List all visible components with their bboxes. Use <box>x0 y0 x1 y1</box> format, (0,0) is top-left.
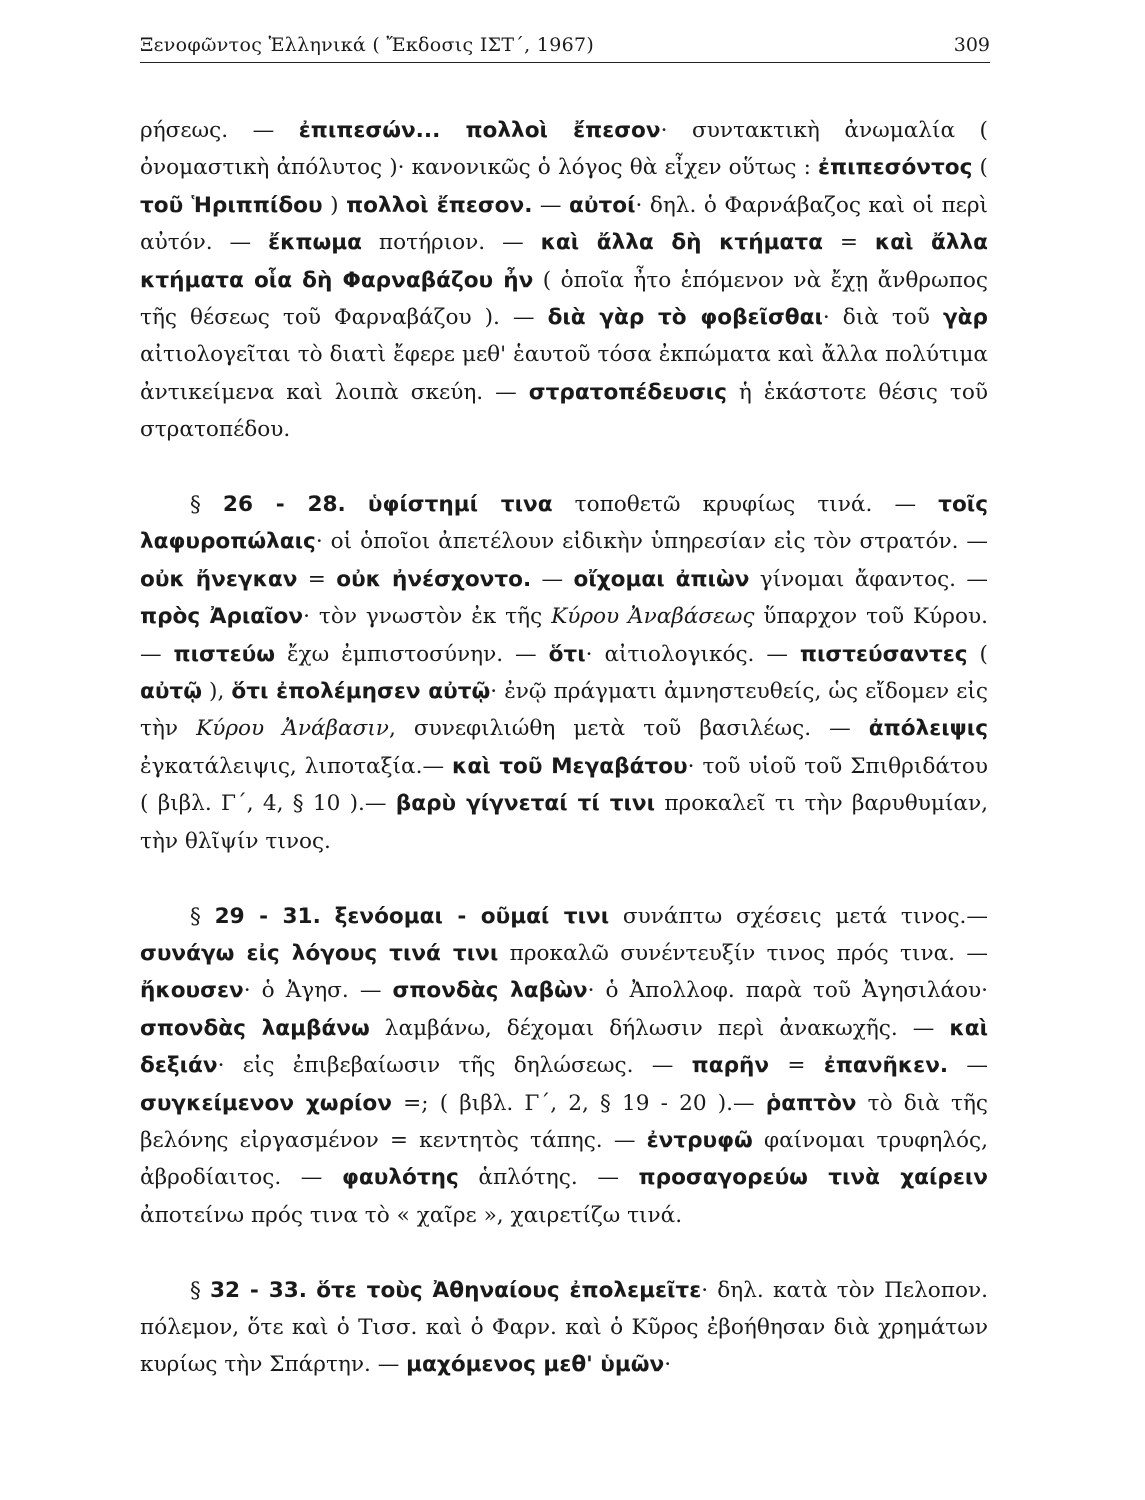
gloss-text: ἁπλότης. — <box>458 1165 639 1191</box>
lemma-term: ἐντρυφῶ <box>646 1127 753 1153</box>
lemma-term: συνάγω εἰς λόγους τινά τινι <box>140 940 499 966</box>
lemma-term: διὰ γὰρ τὸ φοβεῖσθαι <box>547 305 823 331</box>
gloss-text: · ἐνῷ πράγματι ἀμνηστευθείς, ὡς εἴδομεν εἰς τὴν <box>140 679 988 742</box>
gloss-text: = <box>297 566 337 592</box>
gloss-text: · ὁ Ἀγησ. — <box>243 978 393 1004</box>
lemma-term: ἐπιπεσόντος <box>818 155 973 181</box>
gloss-text <box>307 1278 316 1303</box>
lemma-term: ὅτι <box>548 641 586 667</box>
gloss-text: αἰτιολογεῖται τὸ διατὶ ἔφερε μεθ' ἑαυτοῦ τόσα ἐκπώματα καὶ ἄλλα πολύτιμα ἀντικείμενα καὶ λοιπὰ σκεύη. — <box>140 342 988 405</box>
gloss-text: · τοῦ υἱοῦ τοῦ Σπιθριδάτου ( βιβλ. Γ΄, 4, § 10 ).— <box>140 753 988 817</box>
lemma-term: πολλοὶ ἔπεσον. <box>346 192 533 218</box>
running-header <box>140 32 990 63</box>
running-head-title: Ξενοφῶντος Ἑλληνικά ( Ἔκδοσις ΙΣΤ΄, 1967) <box>140 34 595 56</box>
gloss-text: · <box>664 1352 672 1378</box>
lemma-term: οἴχομαι ἀπιὼν <box>573 566 750 592</box>
gloss-text: φαίνομαι τρυφηλός, ἀβροδίαιτος. — <box>140 1127 988 1191</box>
lemma-term: καὶ τοῦ Μεγαβάτου <box>452 753 688 779</box>
gloss-text: = <box>769 1053 824 1079</box>
gloss-text: · διὰ τοῦ <box>822 305 943 331</box>
lemma-term: καὶ ἄλλα κτήματα οἷα δὴ Φαρναβάζου ἦν <box>140 230 989 293</box>
gloss-text: ( ὁποῖα ἦτο ἑπόμενον νὰ ἔχῃ ἄνθρωπος τῆς θέσεως τοῦ Φαρναβάζου ). — <box>140 267 988 331</box>
lemma-term: σπονδὰς λαμβάνω <box>140 1015 370 1041</box>
gloss-text <box>321 904 335 929</box>
lemma-term: πιστεύσαντες <box>799 641 968 667</box>
lemma-term: ἐπιπεσών... πολλοὶ ἔπεσον <box>298 118 661 143</box>
gloss-text: — <box>948 1053 988 1079</box>
lemma-term: ῥαπτὸν <box>765 1090 857 1116</box>
lemma-term: ὅτι ἐπολέμησεν αὐτῷ <box>231 679 491 705</box>
gloss-text: § <box>190 1277 210 1303</box>
lemma-term: 26 - 28. <box>222 492 346 518</box>
lemma-term: καὶ δεξιάν <box>140 1015 988 1079</box>
gloss-text: § <box>190 492 223 518</box>
lemma-term: καὶ ἄλλα δὴ κτήματα <box>540 230 823 256</box>
gloss-text: — <box>532 192 570 218</box>
gloss-text: · συντακτικὴ ἀνωμαλία ( ὀνομαστικὴ ἀπόλυτος )· κανονικῶς ὁ λόγος θὰ εἶχεν οὕτως : <box>140 118 988 181</box>
gloss-text: λαμβάνω, δέχομαι δήλωσιν περὶ ἀνακωχῆς. — <box>369 1015 950 1041</box>
page-number: 309 <box>953 34 990 56</box>
gloss-text: · αἰτιολογικός. — <box>585 641 800 667</box>
gloss-text <box>346 492 368 517</box>
lemma-term: ἐπανῆκεν. <box>823 1053 949 1079</box>
gloss-text: ἔχω ἐμπιστοσύνην. — <box>275 641 549 667</box>
paragraph <box>140 112 988 449</box>
paragraph <box>140 486 988 860</box>
lemma-term: βαρὺ γίγνεταί τί τινι <box>395 791 656 817</box>
gloss-text: ὕπαρχον τοῦ Κύρου. — <box>140 604 988 667</box>
gloss-text: τοποθετῶ κρυφίως τινά. — <box>552 492 939 518</box>
gloss-text: § <box>190 903 215 929</box>
lemma-term: παρῆν <box>691 1053 770 1079</box>
lemma-term: αὐτοί <box>569 192 636 218</box>
lemma-term: ὑφίστημί τινα <box>367 492 553 518</box>
paragraph <box>140 1272 988 1384</box>
lemma-term: ξενόομαι - οῦμαί τινι <box>334 903 610 929</box>
lemma-term: φαυλότης <box>342 1165 459 1191</box>
gloss-text: συνάπτω σχέσεις μετά τινος.— <box>609 903 989 929</box>
gloss-text: ἀποτείνω πρός τινα τὸ « χαῖρε », χαιρετίζω τινά. <box>140 1202 683 1228</box>
gloss-text: ), <box>201 679 232 705</box>
gloss-text: τὸ διὰ τῆς βελόνης εἰργασμένον = κεντητὸς τάπης. — <box>140 1090 988 1153</box>
paragraph <box>140 898 988 1235</box>
lemma-term: στρατοπέδευσις <box>528 379 727 405</box>
gloss-text: ( <box>967 641 988 667</box>
gloss-text: · οἱ ὁποῖοι ἀπετέλουν εἰδικὴν ὑπηρεσίαν εἰς τὸν στρατόν. — <box>315 529 988 555</box>
lemma-term: μαχόμενος μεθ' ὑμῶν <box>406 1352 665 1378</box>
gloss-text: =; ( βιβλ. Γ΄, 2, § 19 - 20 ).— <box>391 1090 766 1116</box>
gloss-text: ) <box>322 192 347 218</box>
lemma-term: αὐτῷ <box>140 679 202 705</box>
lemma-term: 32 - 33. <box>210 1277 307 1303</box>
lemma-term: ἤκουσεν <box>140 978 244 1004</box>
gloss-text: · δηλ. ὁ Φαρνάβαζος καὶ οἱ περὶ αὐτόν. — <box>140 192 988 256</box>
lemma-term: 29 - 31. <box>214 903 321 929</box>
gloss-text: ρήσεως. — <box>140 118 299 143</box>
lemma-term: ὅτε τοὺς Ἀθηναίους ἐπολεμεῖτε <box>316 1277 702 1303</box>
cited-title: Κύρου Ἀναβάσεως <box>551 604 755 630</box>
lemma-term: οὐκ ἤνεγκαν <box>140 566 298 592</box>
gloss-text: γίνομαι ἄφαντος. — <box>749 566 988 592</box>
gloss-text: ἐγκατάλειψις, λιποταξία.— <box>140 753 453 779</box>
gloss-text: προκαλεῖ τι τὴν βαρυθυμίαν, τὴν θλῖψίν τινος. <box>140 791 988 854</box>
cited-title: Κύρου Ἀνάβασιν <box>196 716 389 742</box>
gloss-text: · δηλ. κατὰ τὸν Πελοπον. πόλεμον, ὅτε καὶ ὁ Τισσ. καὶ ὁ Φαρν. καὶ ὁ Κῦρος ἐβοήθησαν διὰ χρημάτων κυρίως τὴν Σπάρτην. — <box>140 1277 988 1378</box>
lemma-term: συγκείμενον χωρίον <box>140 1090 392 1116</box>
gloss-text: , συνεφιλιώθη μετὰ τοῦ βασιλέως. — <box>388 716 869 742</box>
lemma-term: ἀπόλειψις <box>868 716 988 742</box>
lemma-term: οὐκ ἠνέσχοντο. <box>336 566 532 592</box>
lemma-term: τοῖς λαφυροπώλαις <box>140 492 989 555</box>
lemma-term: πρὸς Ἀριαῖον <box>140 604 304 630</box>
lemma-term: προσαγορεύω τινὰ χαίρειν <box>638 1165 988 1191</box>
gloss-text: — <box>531 566 574 592</box>
lemma-term: σπονδὰς λαβὼν <box>392 978 588 1004</box>
lemma-term: γὰρ <box>942 305 988 331</box>
lemma-term: τοῦ Ἡριππίδου <box>140 192 323 218</box>
gloss-text: ( <box>972 155 988 181</box>
lemma-term: πιστεύω <box>173 641 276 667</box>
gloss-text: · ὁ Ἀπολλοφ. παρὰ τοῦ Ἀγησιλάου· <box>587 978 988 1004</box>
commentary-text <box>140 112 988 1384</box>
gloss-text: ἡ ἑκάστοτε θέσις τοῦ στρατοπέδου. <box>140 379 988 443</box>
gloss-text: προκαλῶ συνέντευξίν τινος πρός τινα. — <box>498 940 988 966</box>
gloss-text: · εἰς ἐπιβεβαίωσιν τῆς δηλώσεως. — <box>217 1053 692 1079</box>
gloss-text: ποτήριον. — <box>362 230 541 256</box>
gloss-text: = <box>822 230 875 256</box>
lemma-term: ἔκπωμα <box>268 230 363 256</box>
gloss-text: · τὸν γνωστὸν ἐκ τῆς <box>303 604 552 630</box>
